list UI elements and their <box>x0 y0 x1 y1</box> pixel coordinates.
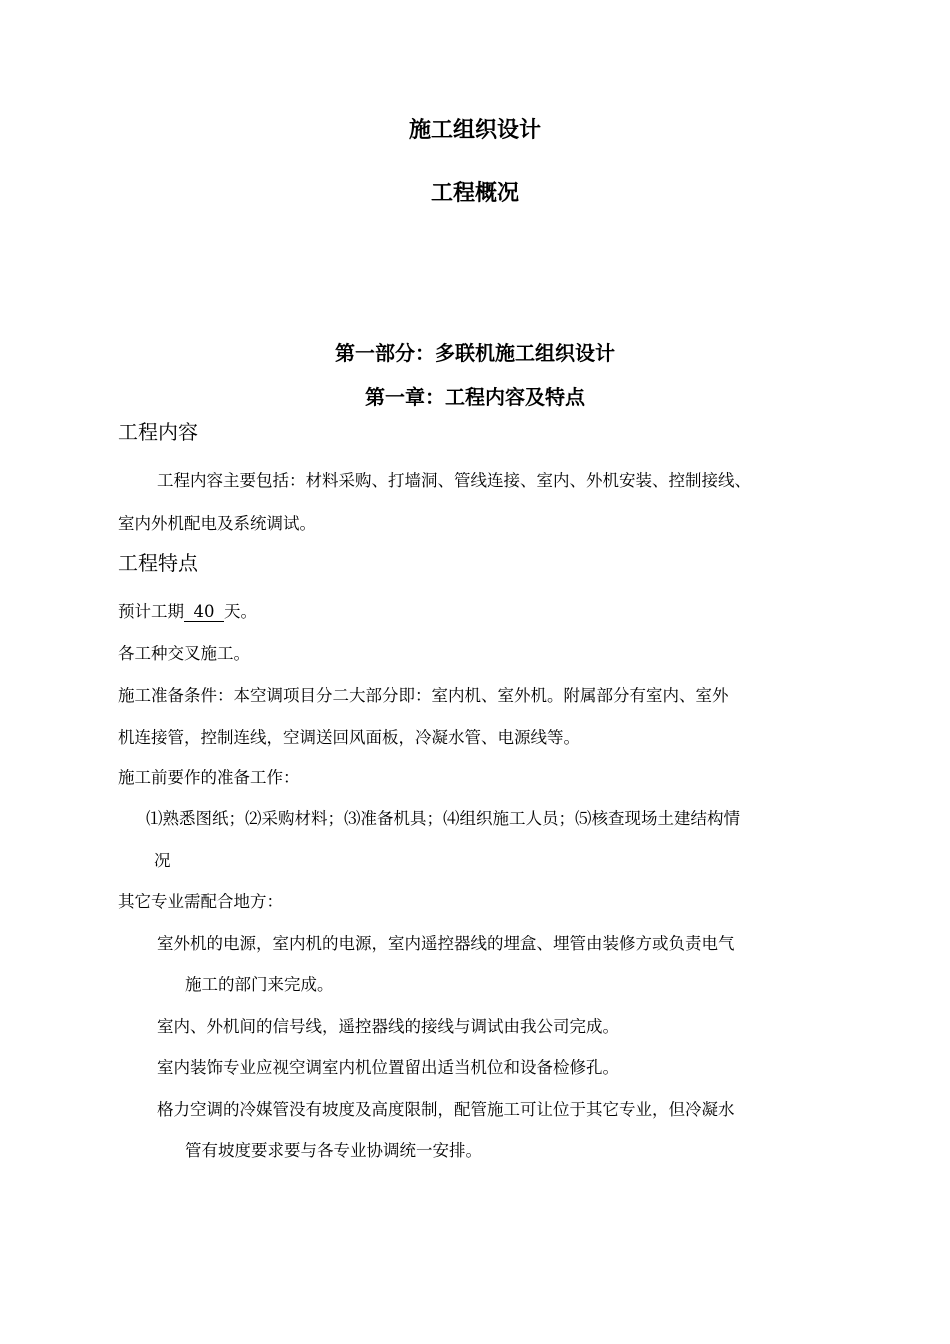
coordination-item-3: 室内装饰专业应视空调室内机位置留出适当机位和设备检修孔。 <box>157 1058 619 1077</box>
coordination-item-4-line-2: 管有坡度要求要与各专业协调统一安排。 <box>185 1141 482 1160</box>
coordination-item-1-line-2: 施工的部门来完成。 <box>185 975 334 994</box>
duration-value: 40 <box>184 603 224 622</box>
duration-prefix: 预计工期 <box>118 602 184 621</box>
coordination-item-1-line-1: 室外机的电源，室内机的电源，室内遥控器线的埋盒、埋管由装修方或负责电气 <box>157 934 735 953</box>
duration-line <box>118 598 257 622</box>
document-title: 施工组织设计 <box>408 118 541 143</box>
cross-work-line: 各工种交叉施工。 <box>118 644 250 663</box>
content-paragraph-line-1: 工程内容主要包括：材料采购、打墙洞、管线连接、室内、外机安装、控制接线、 <box>157 471 751 490</box>
prep-conditions-line-1: 施工准备条件：本空调项目分二大部分即：室内机、室外机。附属部分有室内、室外 <box>118 686 729 705</box>
prep-steps-line-2: 况 <box>154 851 171 870</box>
prep-steps-line-1: ⑴熟悉图纸；⑵采购材料；⑶准备机具；⑷组织施工人员；⑸核查现场土建结构情 <box>146 809 740 828</box>
coordination-item-2: 室内、外机间的信号线，遥控器线的接线与调试由我公司完成。 <box>157 1017 619 1036</box>
prep-conditions-line-2: 机连接管，控制连线，空调送回风面板，冷凝水管、电源线等。 <box>118 728 580 747</box>
coordination-heading: 其它专业需配合地方： <box>118 892 283 911</box>
part-heading: 第一部分：多联机施工组织设计 <box>335 341 615 365</box>
duration-suffix: 天。 <box>224 602 257 621</box>
before-work-heading: 施工前要作的准备工作： <box>118 768 300 787</box>
coordination-item-4-line-1: 格力空调的冷媒管没有坡度及高度限制，配管施工可让位于其它专业，但冷凝水 <box>157 1100 735 1119</box>
section-heading-features: 工程特点 <box>118 551 198 575</box>
chapter-heading: 第一章：工程内容及特点 <box>365 385 585 409</box>
document-subtitle: 工程概况 <box>430 181 519 206</box>
content-paragraph-line-2: 室内外机配电及系统调试。 <box>118 514 316 533</box>
section-heading-content: 工程内容 <box>118 420 198 444</box>
